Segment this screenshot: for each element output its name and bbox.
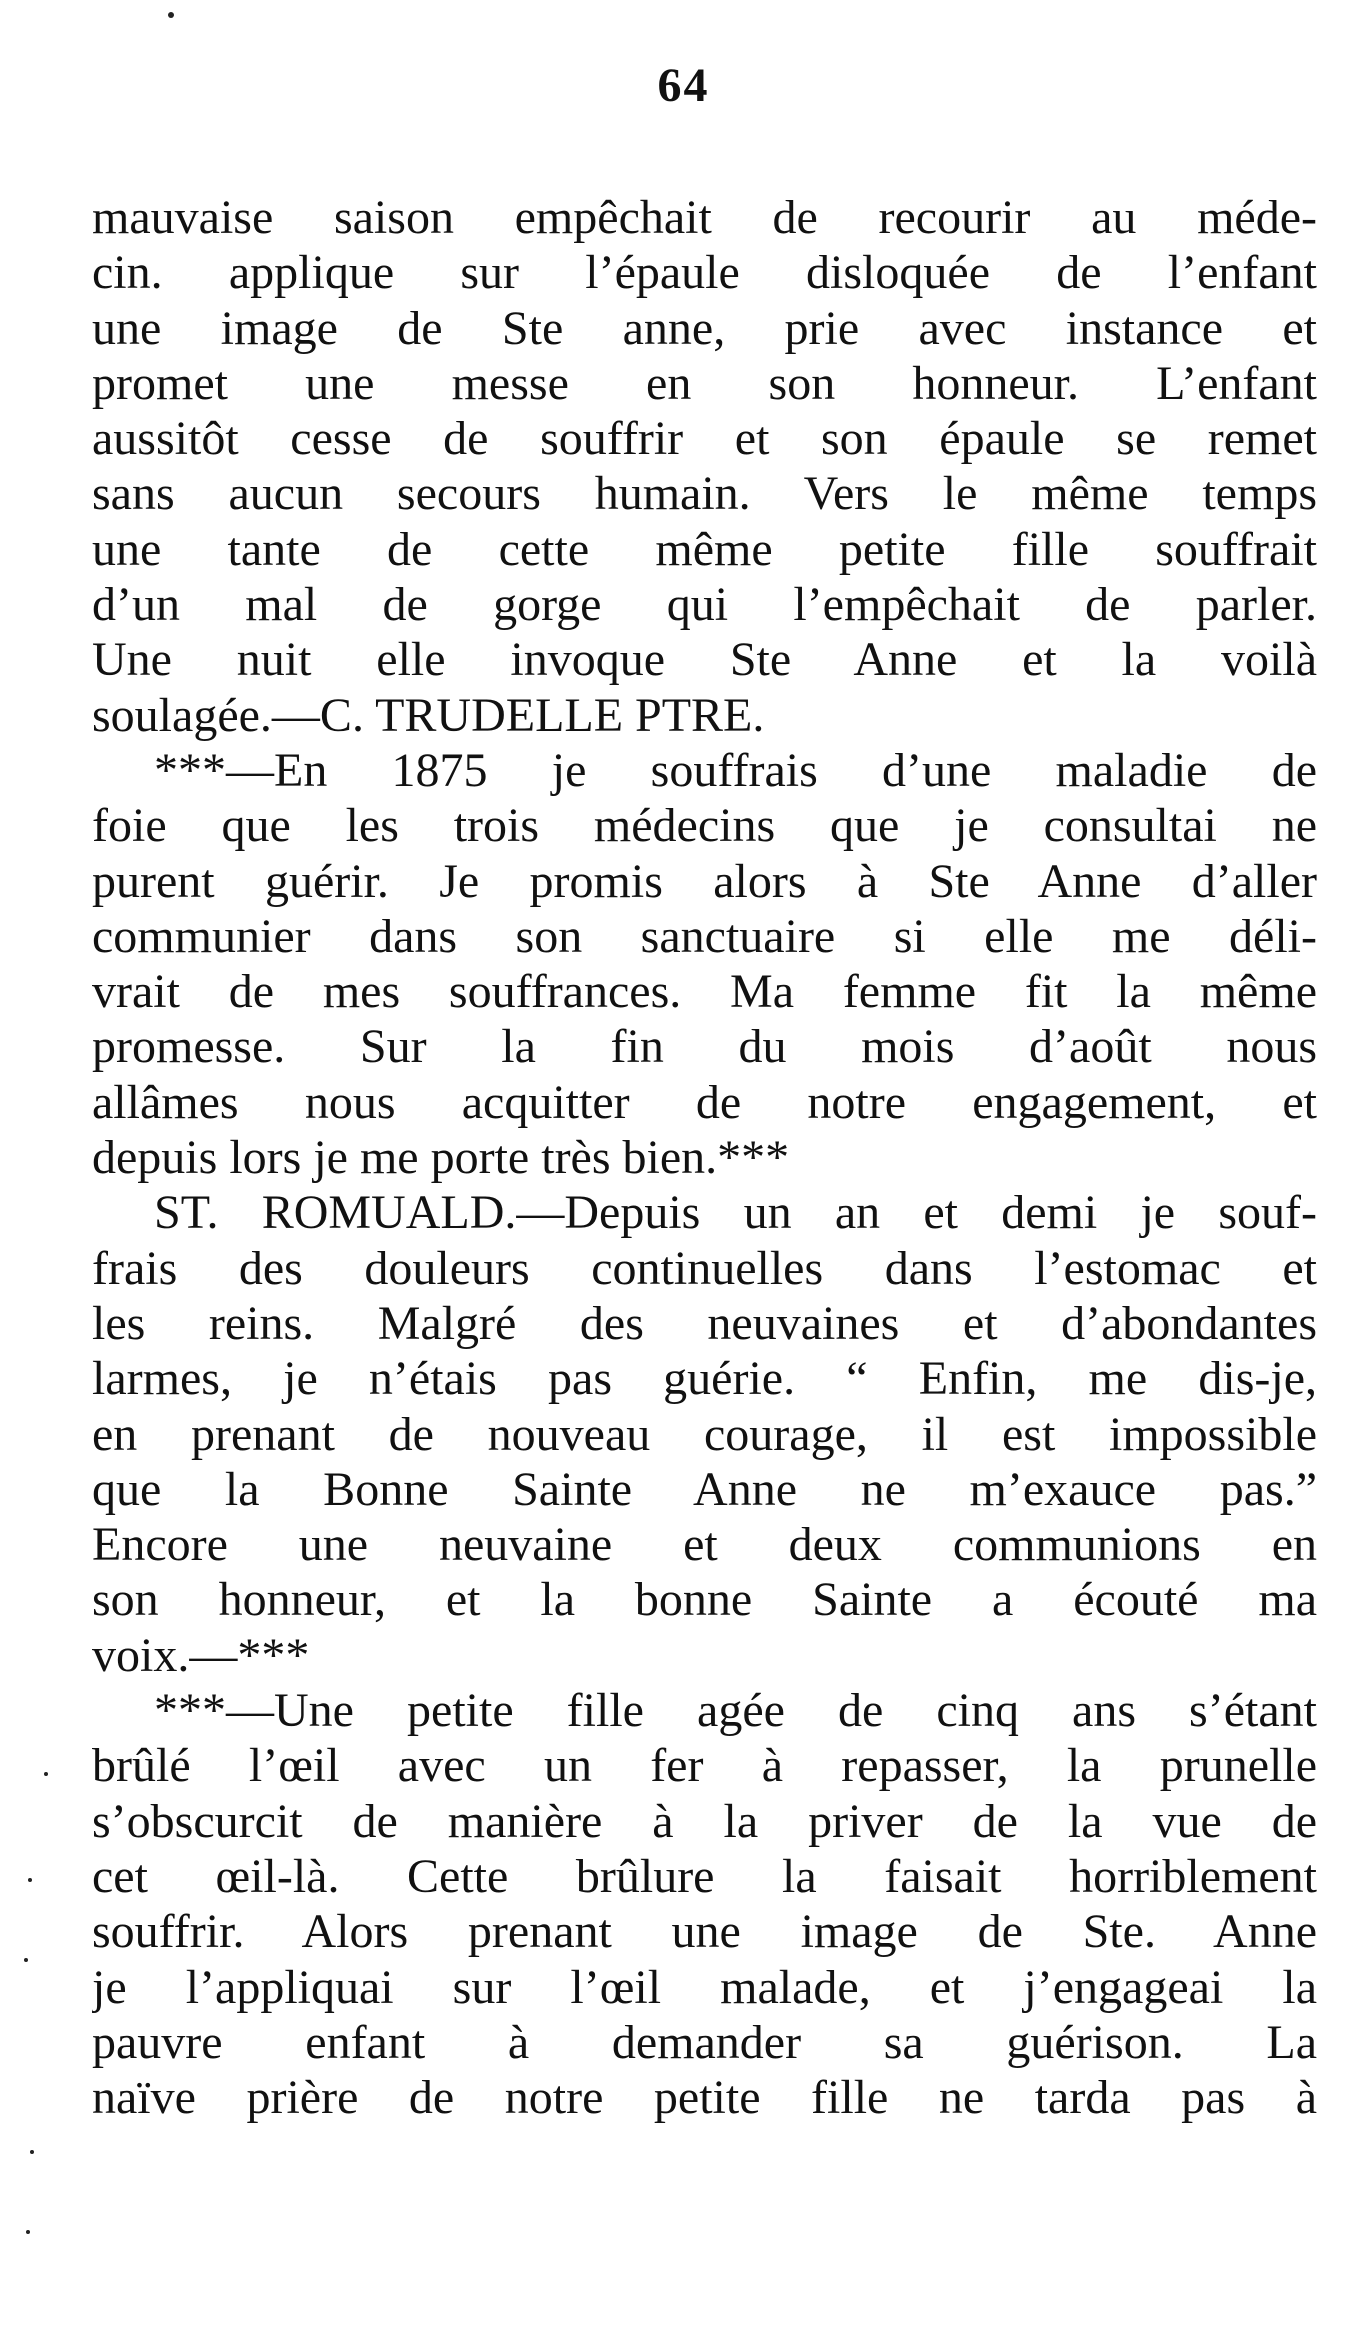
text-line: pauvre enfant à demander sa guérison. La <box>92 2015 1317 2069</box>
text-line: sans aucun secours humain. Vers le même temps <box>92 467 1317 521</box>
margin-speck <box>28 1878 32 1882</box>
text-line: purent guérir. Je promis alors à Ste Anne d’aller <box>92 854 1317 908</box>
text-line: mauvaise saison empêchait de recourir au méde- <box>92 191 1317 244</box>
text-line: une tante de cette même petite fille souffrait <box>92 522 1317 576</box>
text-line: vrait de mes souffrances. Ma femme fit la même <box>92 965 1317 1019</box>
margin-speck <box>24 1958 28 1962</box>
text-line: promesse. Sur la fin du mois d’août nous <box>92 1020 1317 1074</box>
margin-speck <box>26 2230 30 2234</box>
text-line: d’un mal de gorge qui l’empêchait de parler. <box>92 578 1317 632</box>
text-line: souffrir. Alors prenant une image de Ste. Anne <box>92 1905 1317 1959</box>
text-line: cin. applique sur l’épaule disloquée de l’enfant <box>92 246 1317 300</box>
text-line: frais des douleurs continuelles dans l’estomac et <box>92 1241 1317 1295</box>
text-line: cet œil-là. Cette brûlure la faisait horriblement <box>92 1849 1317 1903</box>
text-line: les reins. Malgré des neuvaines et d’abondantes <box>92 1296 1317 1350</box>
text-line: Une nuit elle invoque Ste Anne et la voilà <box>92 633 1317 687</box>
text-line: ST. ROMUALD.—Depuis un an et demi je souf- <box>154 1186 1317 1240</box>
margin-speck <box>44 1772 48 1776</box>
text-line: s’obscurcit de manière à la priver de la vue de <box>92 1794 1317 1848</box>
margin-speck <box>30 2150 34 2154</box>
text-line: promet une messe en son honneur. L’enfant <box>92 356 1317 410</box>
text-line: ***—Une petite fille agée de cinq ans s’étant <box>154 1684 1317 1738</box>
text-line: foie que les trois médecins que je consultai ne <box>92 799 1317 853</box>
text-line: communier dans son sanctuaire si elle me déli- <box>92 909 1317 963</box>
text-line: allâmes nous acquitter de notre engagement, et <box>92 1075 1317 1129</box>
body-text <box>92 190 1317 2125</box>
page-number: 64 <box>657 59 710 112</box>
text-line: depuis lors je me porte très bien.*** <box>92 1131 790 1185</box>
text-line: larmes, je n’étais pas guérie. “ Enfin, me dis-je, <box>92 1352 1317 1406</box>
text-line: voix.—*** <box>92 1628 310 1682</box>
text-line: aussitôt cesse de souffrir et son épaule se remet <box>92 412 1317 466</box>
text-line: en prenant de nouveau courage, il est impossible <box>92 1407 1317 1461</box>
text-line: Encore une neuvaine et deux communions en <box>92 1518 1317 1572</box>
text-line: une image de Ste anne, prie avec instance et <box>92 301 1317 355</box>
text-line: son honneur, et la bonne Sainte a écouté ma <box>92 1573 1317 1627</box>
margin-speck <box>168 12 174 18</box>
text-line: je l’appliquai sur l’œil malade, et j’engageai la <box>92 1960 1317 2014</box>
text-line: ***—En 1875 je souffrais d’une maladie de <box>154 743 1317 797</box>
text-line: brûlé l’œil avec un fer à repasser, la prunelle <box>92 1739 1317 1793</box>
text-line: soulagée.—C. TRUDELLE PTRE. <box>92 688 765 742</box>
text-line: naïve prière de notre petite fille ne tarda pas à <box>92 2071 1317 2125</box>
text-line: que la Bonne Sainte Anne ne m’exauce pas.” <box>92 1462 1317 1516</box>
